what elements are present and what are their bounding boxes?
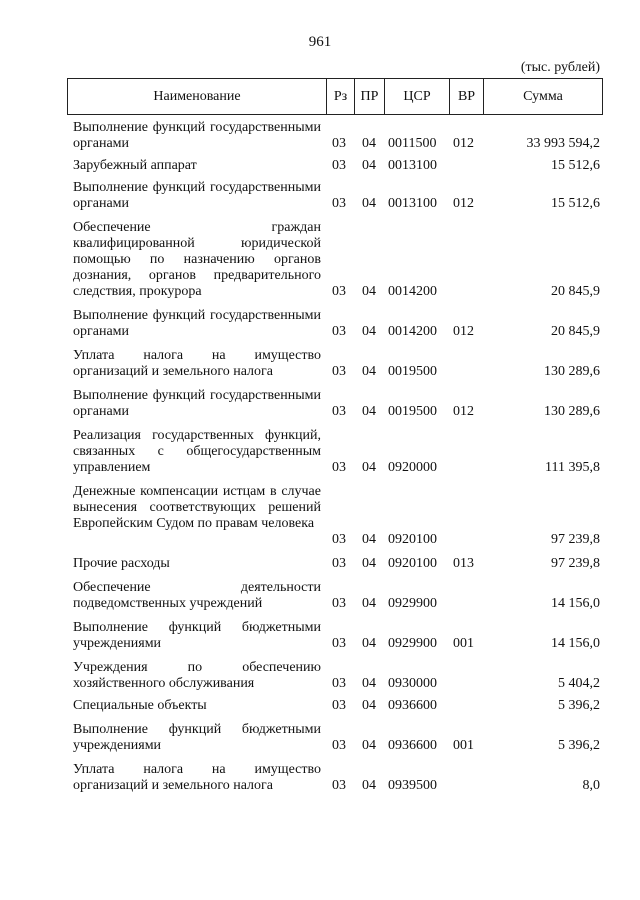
row-csr: 0930000: [388, 676, 437, 691]
row-rz: 03: [332, 136, 346, 151]
row-pr: 04: [362, 404, 376, 419]
row-vr: 012: [453, 136, 474, 151]
row-name: Учреждения по обеспечению хозяйственного обслуживания: [73, 660, 321, 691]
row-sum: 14 156,0: [551, 596, 600, 611]
table-row: [0, 308, 640, 340]
row-sum: 15 512,6: [551, 196, 600, 211]
row-name: Выполнение функций государственными органами: [73, 180, 321, 211]
row-csr: 0936600: [388, 698, 437, 713]
row-sum: 15 512,6: [551, 158, 600, 173]
row-rz: 03: [332, 364, 346, 379]
row-vr: 013: [453, 556, 474, 571]
row-vr: 001: [453, 636, 474, 651]
row-csr: 0920100: [388, 556, 437, 571]
table-row: [0, 698, 640, 714]
row-pr: 04: [362, 284, 376, 299]
row-sum: 5 404,2: [558, 676, 600, 691]
row-pr: 04: [362, 460, 376, 475]
row-name: Реализация государственных функций, связанных с общегосударственным управлением: [73, 428, 321, 475]
row-csr: 0929900: [388, 636, 437, 651]
row-name: Обеспечение деятельности подведомственных учреждений: [73, 580, 321, 611]
row-csr: 0014200: [388, 284, 437, 299]
row-sum: 8,0: [582, 778, 600, 793]
table-row: [0, 762, 640, 794]
table-body: [0, 120, 640, 794]
row-name: Выполнение функций государственными органами: [73, 308, 321, 339]
table-row: [0, 620, 640, 652]
row-csr: 0019500: [388, 364, 437, 379]
row-name: Выполнение функций бюджетными учреждениями: [73, 620, 321, 651]
header-csr: ЦСР: [385, 79, 450, 114]
row-rz: 03: [332, 556, 346, 571]
table-row: [0, 660, 640, 692]
row-sum: 5 396,2: [558, 738, 600, 753]
row-rz: 03: [332, 596, 346, 611]
row-vr: 012: [453, 196, 474, 211]
row-rz: 03: [332, 738, 346, 753]
row-name: Специальные объекты: [73, 698, 207, 713]
row-rz: 03: [332, 324, 346, 339]
table-row: [0, 428, 640, 476]
row-sum: 130 289,6: [544, 404, 600, 419]
row-vr: 012: [453, 324, 474, 339]
row-rz: 03: [332, 532, 346, 547]
row-sum: 20 845,9: [551, 324, 600, 339]
row-rz: 03: [332, 698, 346, 713]
row-pr: 04: [362, 532, 376, 547]
row-pr: 04: [362, 738, 376, 753]
row-name: Уплата налога на имущество организаций и земельного налога: [73, 762, 321, 793]
row-rz: 03: [332, 196, 346, 211]
row-sum: 20 845,9: [551, 284, 600, 299]
units-label: (тыс. рублей): [520, 60, 600, 75]
row-csr: 0929900: [388, 596, 437, 611]
row-pr: 04: [362, 136, 376, 151]
table-row: [0, 484, 640, 548]
row-sum: 130 289,6: [544, 364, 600, 379]
table-row: [0, 388, 640, 420]
row-name: Выполнение функций бюджетными учреждениями: [73, 722, 321, 753]
row-pr: 04: [362, 324, 376, 339]
row-csr: 0019500: [388, 404, 437, 419]
row-name: Выполнение функций государственными органами: [73, 388, 321, 419]
header-sum: Сумма: [523, 88, 563, 104]
row-pr: 04: [362, 364, 376, 379]
row-name: Выполнение функций государственными органами: [73, 120, 321, 151]
row-name: Прочие расходы: [73, 556, 170, 571]
row-csr: 0011500: [388, 136, 437, 151]
row-name: Денежные компенсации истцам в случае вынесения соответствующих решений Европейским Судом по правам человека: [73, 484, 321, 531]
row-sum: 97 239,8: [551, 556, 600, 571]
row-pr: 04: [362, 596, 376, 611]
table-row: [0, 722, 640, 754]
table-row: [0, 580, 640, 612]
row-sum: 111 395,8: [545, 460, 600, 475]
header-rz: Рз: [327, 79, 355, 114]
header-name: Наименование: [68, 79, 327, 114]
row-csr: 0014200: [388, 324, 437, 339]
row-pr: 04: [362, 196, 376, 211]
row-sum: 33 993 594,2: [526, 136, 600, 151]
table-header: [67, 78, 603, 115]
row-vr: 012: [453, 404, 474, 419]
row-pr: 04: [362, 158, 376, 173]
row-rz: 03: [332, 636, 346, 651]
row-rz: 03: [332, 284, 346, 299]
table-row: [0, 120, 640, 152]
table-row: [0, 348, 640, 380]
row-sum: 5 396,2: [558, 698, 600, 713]
row-csr: 0939500: [388, 778, 437, 793]
table-row: [0, 180, 640, 212]
table-row: [0, 220, 640, 300]
row-rz: 03: [332, 404, 346, 419]
table-row: [0, 556, 640, 572]
header-vr: ВР: [450, 79, 484, 114]
row-name: Уплата налога на имущество организаций и земельного налога: [73, 348, 321, 379]
row-pr: 04: [362, 676, 376, 691]
row-csr: 0013100: [388, 158, 437, 173]
row-pr: 04: [362, 698, 376, 713]
page-number: 961: [308, 34, 332, 50]
row-sum: 14 156,0: [551, 636, 600, 651]
row-rz: 03: [332, 460, 346, 475]
row-pr: 04: [362, 556, 376, 571]
row-rz: 03: [332, 158, 346, 173]
row-csr: 0920000: [388, 460, 437, 475]
row-sum: 97 239,8: [551, 532, 600, 547]
row-csr: 0920100: [388, 532, 437, 547]
row-pr: 04: [362, 778, 376, 793]
row-rz: 03: [332, 778, 346, 793]
header-pr: ПР: [355, 79, 385, 114]
row-pr: 04: [362, 636, 376, 651]
row-rz: 03: [332, 676, 346, 691]
row-name: Обеспечение граждан квалифицированной юридической помощью по назначению органов дознания, органов предварительного следствия, прокурора: [73, 220, 321, 299]
row-vr: 001: [453, 738, 474, 753]
row-name: Зарубежный аппарат: [73, 158, 197, 173]
row-csr: 0936600: [388, 738, 437, 753]
table-row: [0, 158, 640, 174]
row-csr: 0013100: [388, 196, 437, 211]
